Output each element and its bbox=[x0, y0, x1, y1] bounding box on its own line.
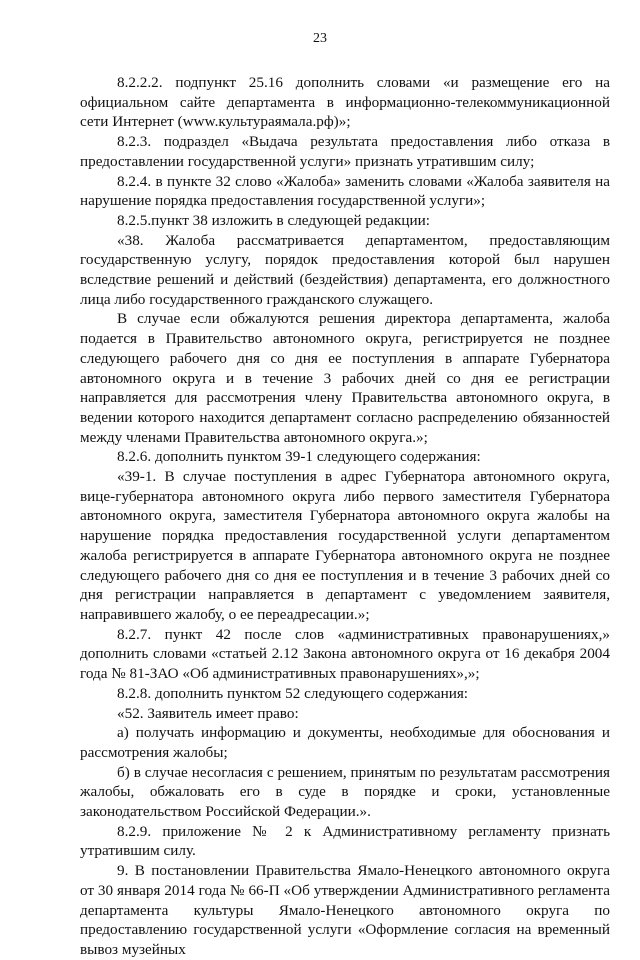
paragraph-point-38: «38. Жалоба рассматривается департаментом, предоставляющим государственную услугу, порядок предоставления которой был нарушен вследствие решений и действий (бездействия) департамента, его должностного лица либо государственного гражданского служащего. bbox=[80, 231, 610, 308]
page-number: 23 bbox=[313, 31, 327, 46]
paragraph-8-2-9: 8.2.9. приложение № 2 к Административному регламенту признать утратившим силу. bbox=[80, 822, 610, 860]
paragraph-9: 9. В постановлении Правительства Ямало-Ненецкого автономного округа от 30 января 2014 года № 66-П «Об утверждении Административного регламента департамента культуры Ямало-Ненецкого автономного округа по предоставлению государственной услуги «Оформление согласия на временный вывоз музейных bbox=[80, 862, 610, 958]
document-body bbox=[80, 73, 610, 960]
paragraph-8-2-8: 8.2.8. дополнить пунктом 52 следующего содержания: bbox=[117, 684, 469, 702]
paragraph-8-2-5: 8.2.5.пункт 38 изложить в следующей редакции: bbox=[117, 211, 430, 229]
paragraph-8-2-3: 8.2.3. подраздел «Выдача результата предоставления либо отказа в предоставлении государственной услуги» признать утратившим силу; bbox=[80, 133, 610, 170]
paragraph-8-2-6: 8.2.6. дополнить пунктом 39-1 следующего содержания: bbox=[117, 448, 481, 466]
paragraph-point-52: «52. Заявитель имеет право: bbox=[117, 704, 299, 722]
paragraph-point-52-a: а) получать информацию и документы, необходимые для обоснования и рассмотрения жалобы; bbox=[80, 724, 610, 761]
paragraph-point-39-1: «39-1. В случае поступления в адрес Губернатора автономного округа, вице-губернатора автономного округа либо первого заместителя Губернатора автономного округа, заместителя Губернатора автономного округа жалобы на нарушение порядка предоставления государственной услуги департаментом жалоба регистрируется в аппарате Губернатора автономного округа не позднее следующего рабочего дня со дня ее поступления и в течение 3 рабочих дней со дня регистрации направляется в департамент с уведомлением заявителя, направившего жалобу, о ее переадресации.»; bbox=[80, 468, 610, 623]
paragraph-point-38-continued: В случае если обжалуются решения директора департамента, жалоба подается в Правительство автономного округа, регистрируется не позднее следующего рабочего дня со дня ее поступления в аппарате Губернатора автономного округа и в течение 3 рабочих дней со дня ее регистрации направляется для рассмотрения члену Правительства автономного округа, в ведении которого находится департамент согласно распределению обязанностей между членами Правительства автономного округа.»; bbox=[80, 310, 610, 446]
paragraph-8-2-7: 8.2.7. пункт 42 после слов «административных правонарушениях,» дополнить словами «статьей 2.12 Закона автономного округа от 16 декабря 2004 года № 81-ЗАО «Об административных правонарушениях»,»; bbox=[80, 625, 610, 683]
paragraph-8-2-4: 8.2.4. в пункте 32 слово «Жалоба» заменить словами «Жалоба заявителя на нарушение порядка предоставления государственной услуги»; bbox=[80, 172, 610, 210]
paragraph-point-52-b: б) в случае несогласия с решением, принятым по результатам рассмотрения жалобы, обжаловать его в суде в порядке и сроки, установленные законодательством Российской Федерации.». bbox=[80, 763, 610, 821]
paragraph-8-2-2-2: 8.2.2.2. подпункт 25.16 дополнить словами «и размещение его на официальном сайте департамента в информационно-телекоммуникационной сети Интернет (www.культураямала.рф)»; bbox=[80, 74, 610, 131]
